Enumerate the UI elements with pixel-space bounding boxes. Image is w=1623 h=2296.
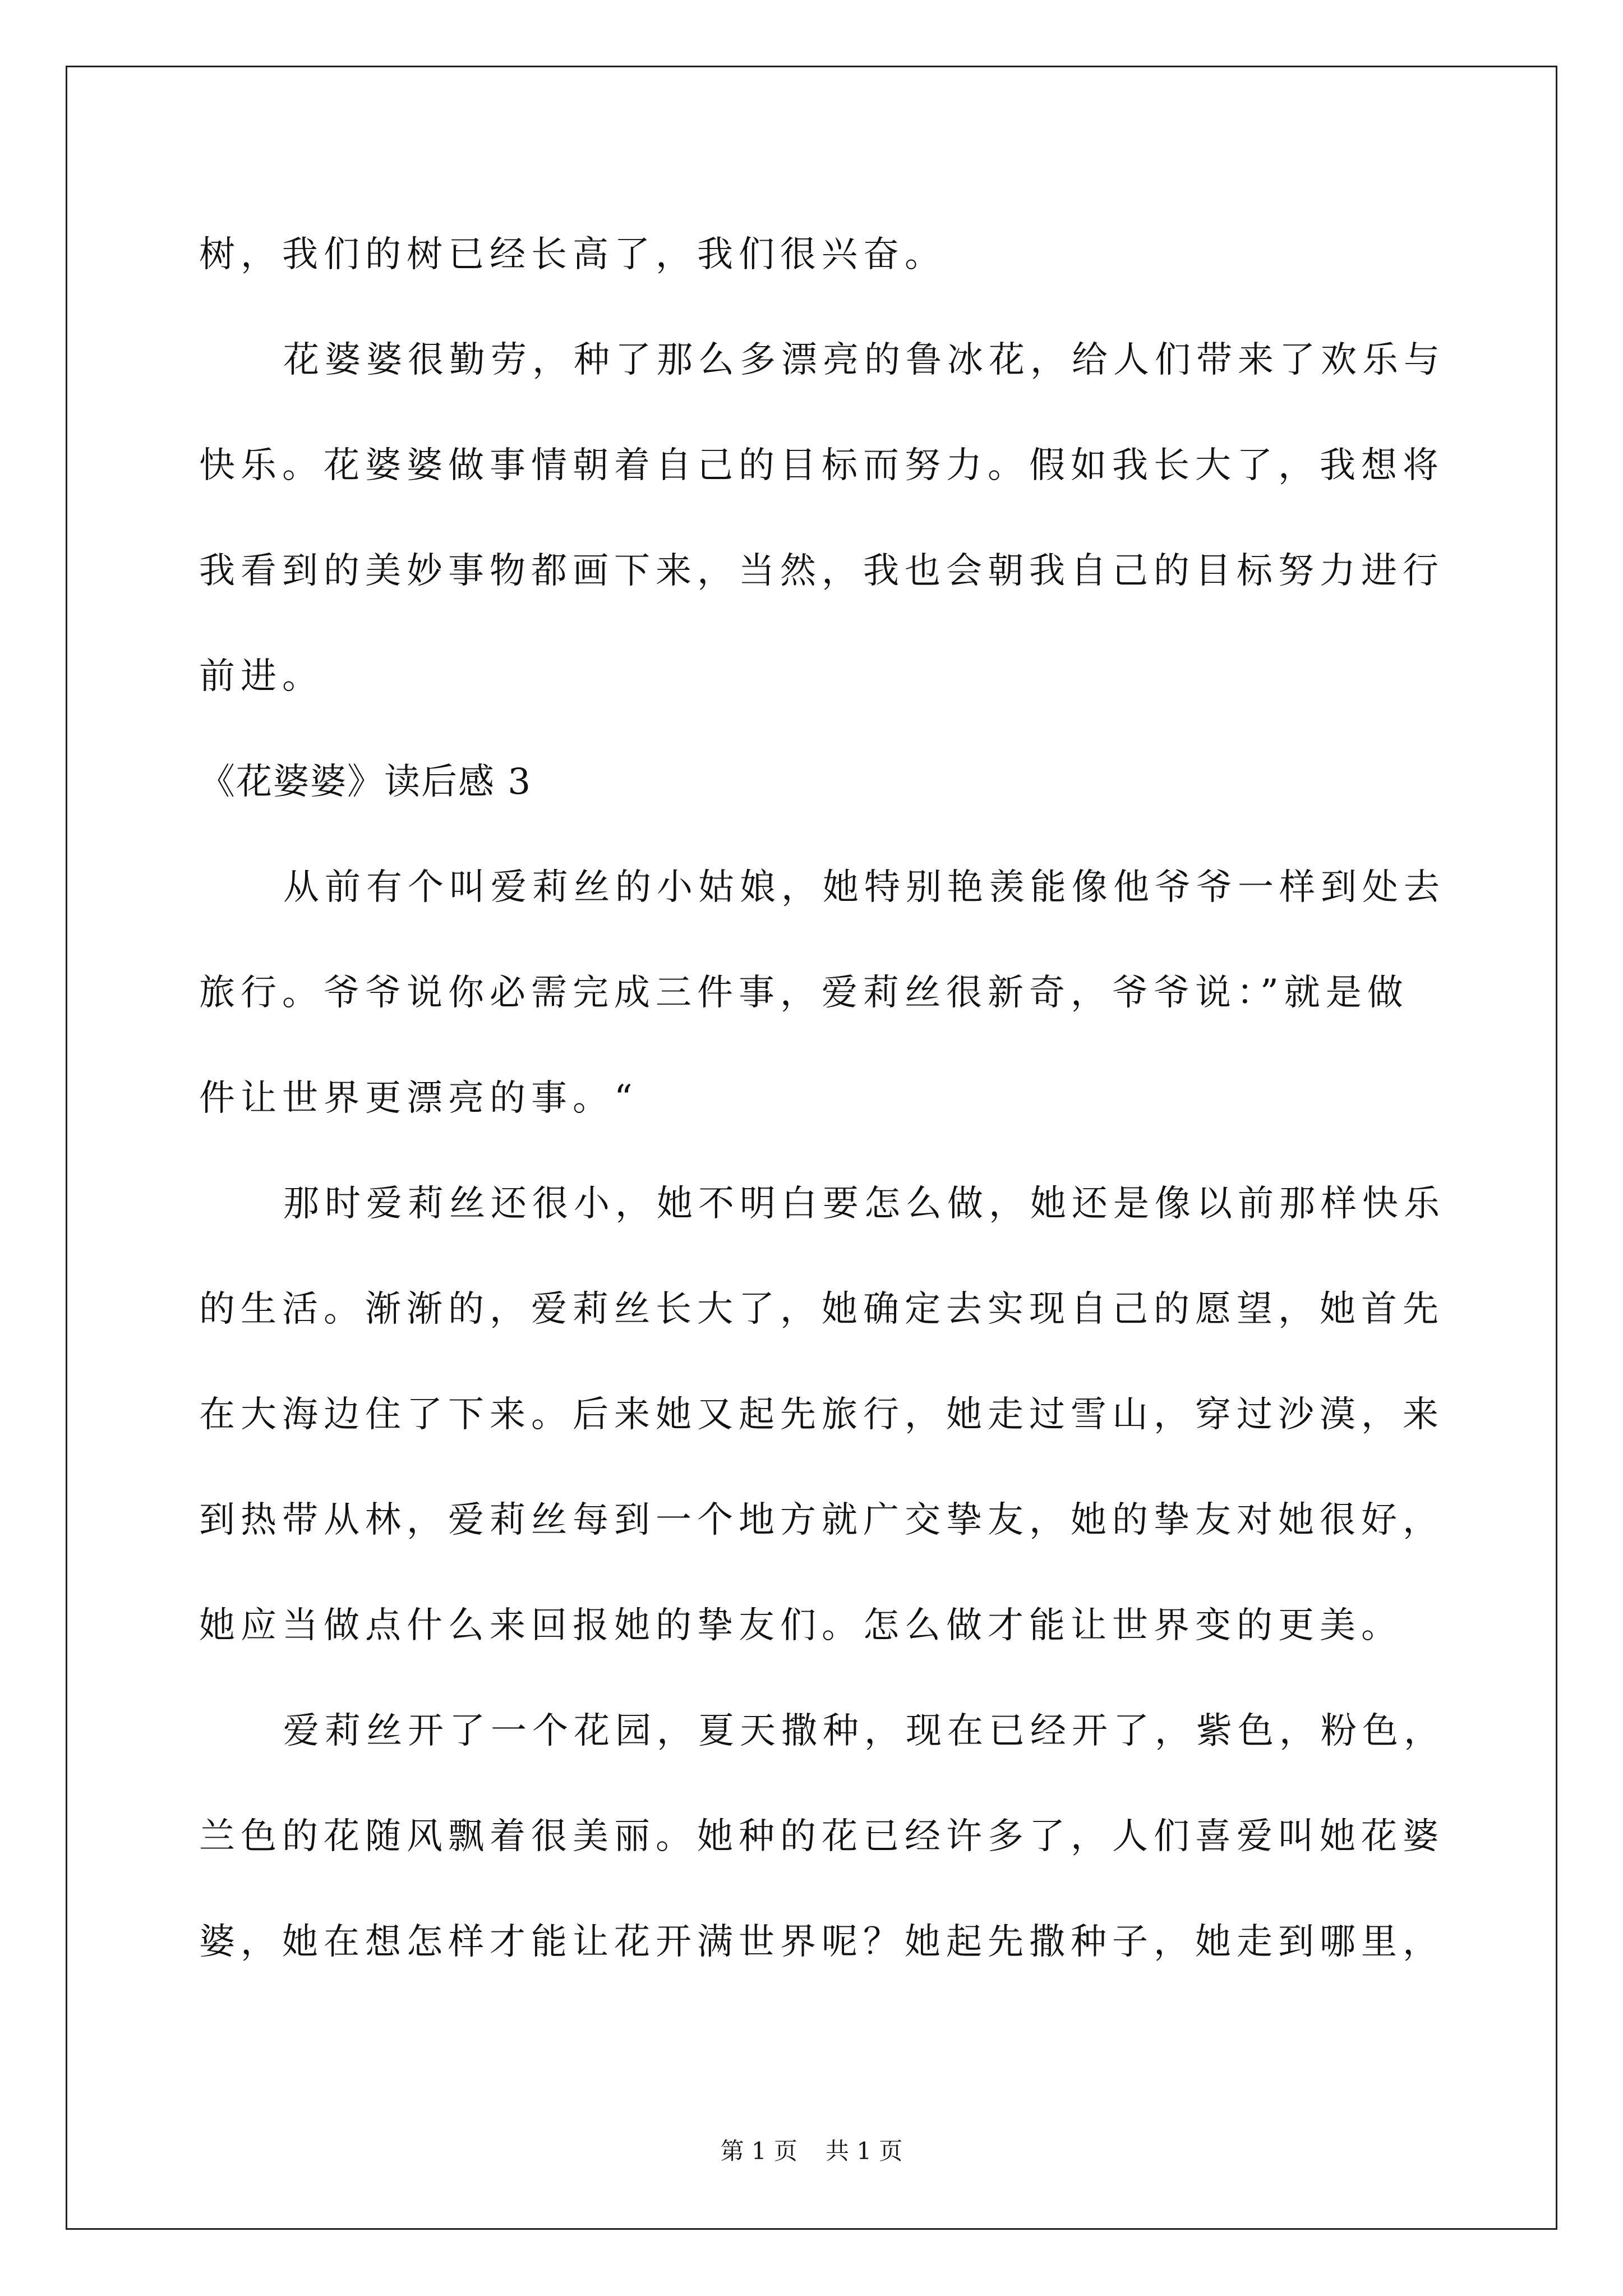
paragraph-line: 在大海边住了下来。后来她又起先旅行，她走过雪山，穿过沙漠，来 — [199, 1394, 1444, 1435]
paragraph-line: 旅行。爷爷说你必需完成三件事，爱莉丝很新奇，爷爷说：”就是做 — [199, 972, 1409, 1014]
paragraph-line: 爱莉丝开了一个花园，夏天撒种，现在已经开了，紫色，粉色， — [283, 1710, 1445, 1752]
paragraph-line: 快乐。花婆婆做事情朝着自己的目标而努力。假如我长大了，我想将 — [199, 445, 1444, 486]
section-heading: 《花婆婆》读后感 3 — [199, 761, 532, 803]
page-number: 第 1 页 — [720, 2137, 797, 2165]
paragraph-line: 树，我们的树已经长高了，我们很兴奋。 — [199, 234, 946, 275]
paragraph-line: 我看到的美妙事物都画下来，当然，我也会朝我自己的目标努力进行 — [199, 550, 1444, 592]
document-body — [199, 202, 1445, 1995]
paragraph-line: 前进。 — [199, 656, 324, 697]
paragraph-line: 婆，她在想怎样才能让花开满世界呢？她起先撒种子，她走到哪里， — [199, 1921, 1444, 1963]
paragraph-line: 花婆婆很勤劳，种了那么多漂亮的鲁冰花，给人们带来了欢乐与 — [283, 339, 1445, 381]
paragraph-line: 从前有个叫爱莉丝的小姑娘，她特别艳羡能像他爷爷一样到处去 — [283, 867, 1445, 908]
page-count: 共 1 页 — [826, 2137, 903, 2165]
paragraph-line: 的生活。渐渐的，爱莉丝长大了，她确定去实现自己的愿望，她首先 — [199, 1289, 1444, 1330]
paragraph-line: 她应当做点什么来回报她的挚友们。怎么做才能让世界变的更美。 — [199, 1605, 1403, 1646]
paragraph-line: 到热带从林，爱莉丝每到一个地方就广交挚友，她的挚友对她很好， — [199, 1499, 1444, 1541]
page-footer — [0, 2134, 1623, 2168]
paragraph-line: 那时爱莉丝还很小，她不明白要怎么做，她还是像以前那样快乐 — [283, 1183, 1445, 1225]
paragraph-line: 件让世界更漂亮的事。“ — [199, 1078, 638, 1119]
paragraph-line: 兰色的花随风飘着很美丽。她种的花已经许多了，人们喜爱叫她花婆 — [199, 1816, 1444, 1857]
